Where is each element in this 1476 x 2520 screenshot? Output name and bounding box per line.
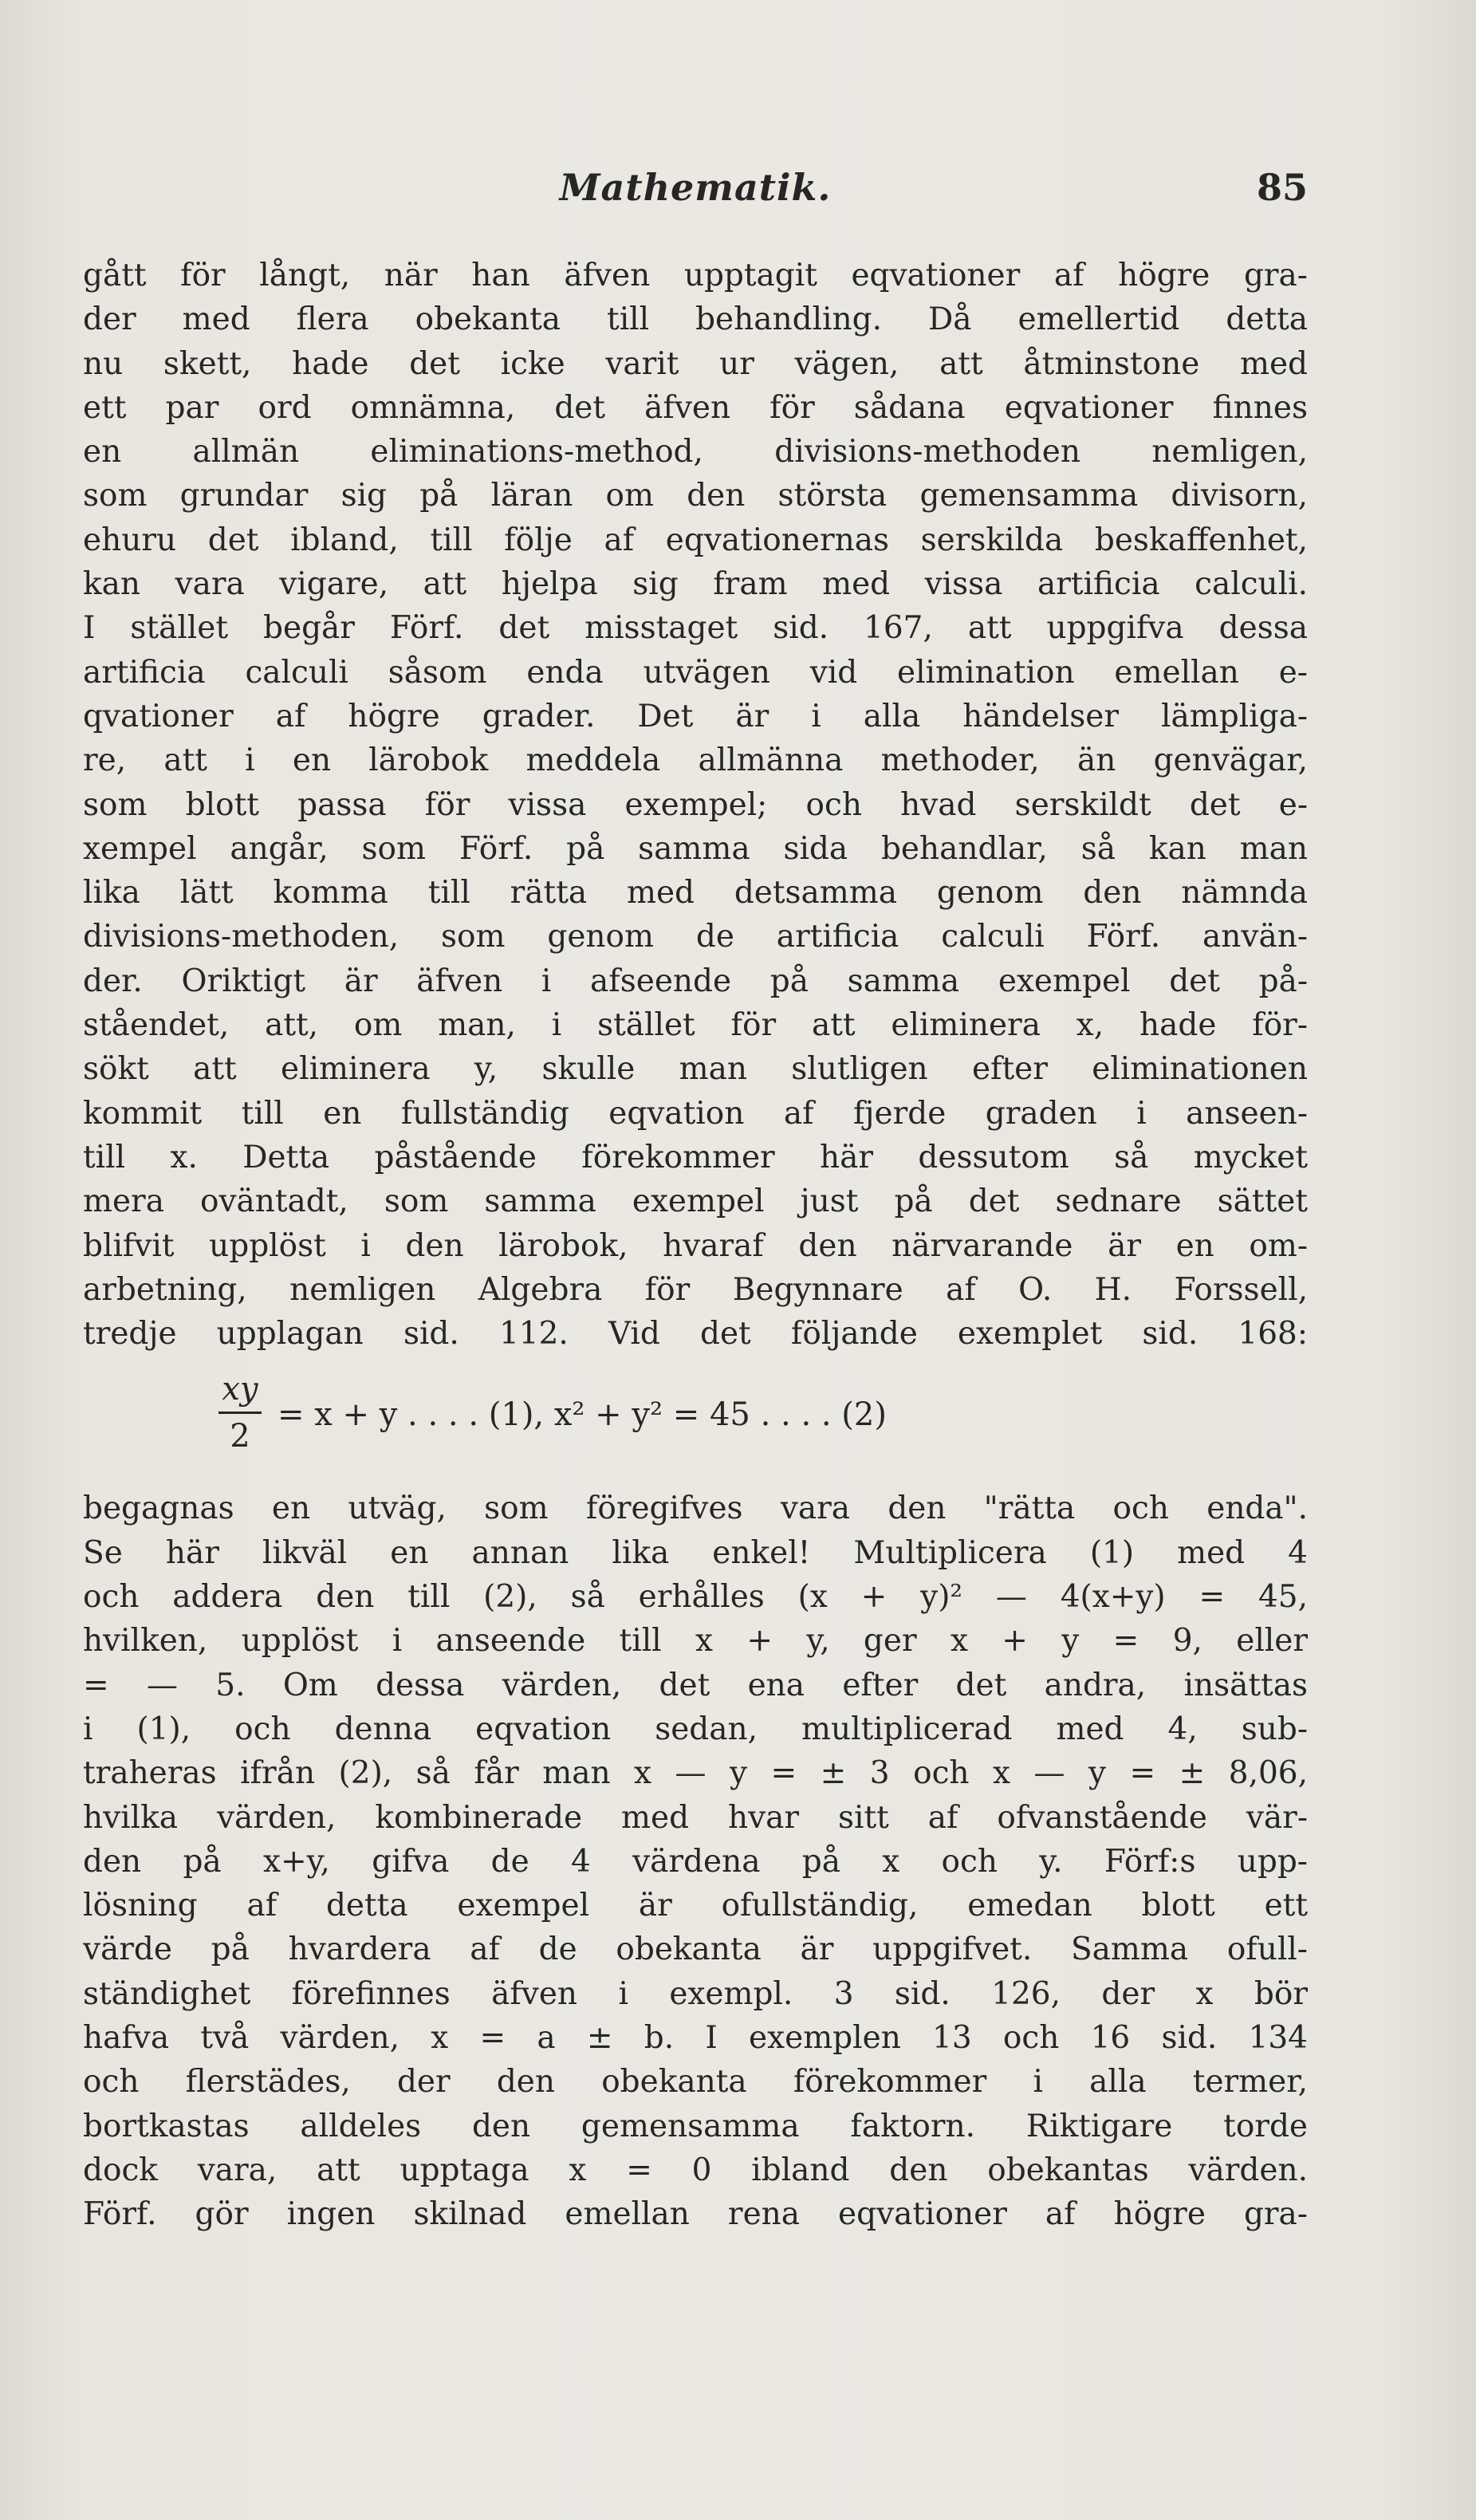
fraction-numerator: xy (222, 1371, 258, 1408)
text-line: en allmän eliminations-method, divisions-methoden nemligen, (83, 434, 1308, 471)
text-line: artificia calculi såsom enda utvägen vid elimination emellan e- (83, 654, 1308, 691)
text-line: der med flera obekanta till behandling. Då emellertid detta (83, 301, 1308, 338)
display-equation (83, 1360, 1308, 1480)
text-line: qvationer af högre grader. Det är i alla händelser lämpliga- (83, 698, 1308, 734)
text-line: blifvit upplöst i den lärobok, hvaraf den närvarande är en om- (83, 1227, 1308, 1264)
page-header (83, 166, 1308, 230)
body-text (83, 254, 1308, 2236)
running-title: Mathematik. (559, 166, 832, 209)
text-line: arbetning, nemligen Algebra för Begynnare af O. H. Forssell, (83, 1271, 1308, 1308)
fraction-denominator: 2 (230, 1418, 250, 1455)
text-line: ståendet, att, om man, i stället för att eliminera x, hade för- (83, 1007, 1308, 1044)
text-line: som grundar sig på läran om den största gemensamma divisorn, (83, 478, 1308, 514)
equation-fraction (218, 1368, 262, 1457)
text-line: och flerstädes, der den obekanta förekommer i alla termer, (83, 2064, 1308, 2101)
text-line: till x. Detta påstående förekommer här dessutom så mycket (83, 1139, 1308, 1175)
text-line: traheras ifrån (2), så får man x — y = ± 3 och x — y = ± 8,06, (83, 1755, 1308, 1792)
text-line: I stället begår Förf. det misstaget sid. 167, att uppgifva dessa (83, 610, 1308, 647)
text-line: hafva två värden, x = a ± b. I exemplen 13 och 16 sid. 134 (83, 2019, 1308, 2056)
text-line: sökt att eliminera y, skulle man slutligen efter eliminationen (83, 1051, 1308, 1088)
text-line: re, att i en lärobok meddela allmänna methoder, än genvägar, (83, 742, 1308, 779)
text-line: = — 5. Om dessa värden, det ena efter det andra, insättas (83, 1667, 1308, 1703)
text-line: tredje upplagan sid. 112. Vid det följande exemplet sid. 168: (83, 1316, 1308, 1353)
text-line: ständighet förefinnes äfven i exempl. 3 sid. 126, der x bör (83, 1975, 1308, 2012)
equation-remainder: = x + y . . . . (1), x² + y² = 45 . . . . (2) (277, 1396, 887, 1434)
text-line: nu skett, hade det icke varit ur vägen, att åtminstone med (83, 345, 1308, 382)
text-line: Förf. gör ingen skilnad emellan rena eqvationer af högre gra- (83, 2196, 1308, 2233)
text-line: Se här likväl en annan lika enkel! Multiplicera (1) med 4 (83, 1534, 1308, 1571)
text-line: värde på hvardera af de obekanta är uppgifvet. Samma ofull- (83, 1931, 1308, 1968)
text-line: i (1), och denna eqvation sedan, multiplicerad med 4, sub- (83, 1711, 1308, 1747)
text-line: divisions-methoden, som genom de artificia calculi Förf. använ- (83, 919, 1308, 955)
text-line: begagnas en utväg, som föregifves vara den "rätta och enda". (83, 1490, 1308, 1527)
text-line: ett par ord omnämna, det äfven för sådana eqvationer finnes (83, 389, 1308, 426)
text-line: den på x+y, gifva de 4 värdena på x och y. Förf:s upp- (83, 1843, 1308, 1880)
paragraph-after-equation (83, 1486, 1308, 2236)
text-line: kommit till en fullständig eqvation af fjerde graden i anseen- (83, 1095, 1308, 1132)
paragraph-before-equation (83, 254, 1308, 1356)
text-line: der. Oriktigt är äfven i afseende på samma exempel det på- (83, 963, 1308, 999)
text-line: xempel angår, som Förf. på samma sida behandlar, så kan man (83, 830, 1308, 867)
text-line: som blott passa för vissa exempel; och hvad serskildt det e- (83, 786, 1308, 823)
fraction-bar (218, 1412, 262, 1414)
text-line: hvilken, upplöst i anseende till x + y, ger x + y = 9, eller (83, 1623, 1308, 1660)
text-line: ehuru det ibland, till följe af eqvationernas serskilda beskaffenhet, (83, 522, 1308, 558)
text-line: gått för långt, när han äfven upptagit eqvationer af högre gra- (83, 258, 1308, 293)
text-line: lika lätt komma till rätta med detsamma genom den nämnda (83, 875, 1308, 912)
text-line: kan vara vigare, att hjelpa sig fram med vissa artificia calculi. (83, 566, 1308, 603)
text-line: lösning af detta exempel är ofullständig, emedan blott ett (83, 1888, 1308, 1924)
text-line: dock vara, att upptaga x = 0 ibland den obekantas värden. (83, 2152, 1308, 2188)
text-line: och addera den till (2), så erhålles (x + y)² — 4(x+y) = 45, (83, 1579, 1308, 1616)
page-number: 85 (1256, 166, 1308, 209)
text-line: hvilka värden, kombinerade med hvar sitt af ofvanstående vär- (83, 1799, 1308, 1836)
text-line: bortkastas alldeles den gemensamma faktorn. Riktigare torde (83, 2108, 1308, 2144)
text-line: mera oväntadt, som samma exempel just på det sednare sättet (83, 1183, 1308, 1220)
